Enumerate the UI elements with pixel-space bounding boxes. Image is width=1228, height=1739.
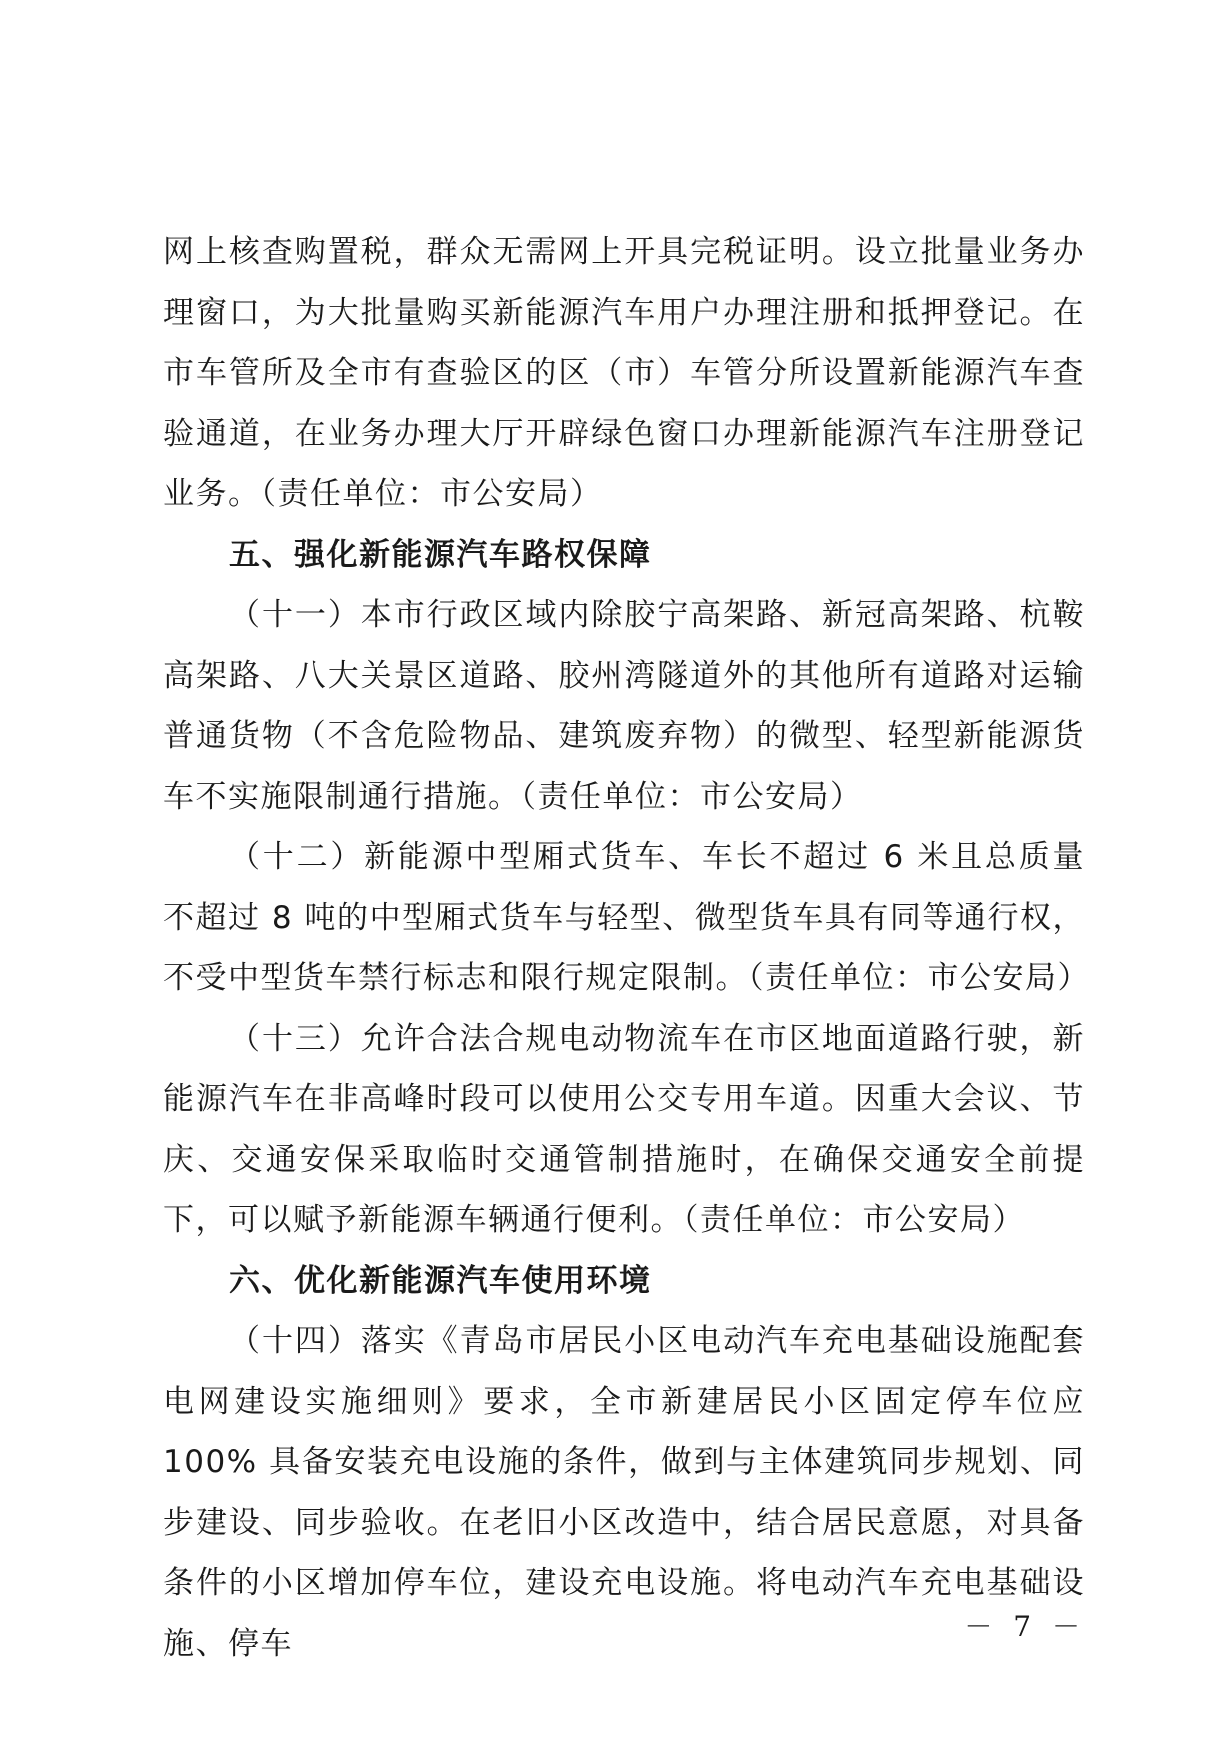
document-body <box>163 222 1090 1674</box>
section-heading-six: 六、优化新能源汽车使用环境 <box>229 1262 652 1299</box>
paragraph-item-14: （十四）落实《青岛市居民小区电动汽车充电基础设施配套电网建设实施细则》要求，全市新建居民小区固定停车位应 100% 具备安装充电设施的条件，做到与主体建筑同步规划、同步建设、同步验收。在老旧小区改造中，结合居民意愿，对具备条件的小区增加停车位，建设充电设施。将电动汽车充电基础设施、停车 <box>163 1323 1085 1662</box>
paragraph-item-12: （十二）新能源中型厢式货车、车长不超过 6 米且总质量不超过 8 吨的中型厢式货车与轻型、微型货车具有同等通行权，不受中型货车禁行标志和限行规定限制。（责任单位：市公安局） <box>163 839 1090 996</box>
section-heading-five: 五、强化新能源汽车路权保障 <box>229 536 652 573</box>
paragraph-item-13: （十三）允许合法合规电动物流车在市区地面道路行驶，新能源汽车在非高峰时段可以使用公交专用车道。因重大会议、节庆、交通安保采取临时交通管制措施时，在确保交通安全前提下，可以赋予新能源车辆通行便利。（责任单位：市公安局） <box>163 1020 1085 1238</box>
page-number: － 7 － <box>964 1610 1086 1643</box>
paragraph-continuation: 网上核查购置税，群众无需网上开具完税证明。设立批量业务办理窗口，为大批量购买新能源汽车用户办理注册和抵押登记。在市车管所及全市有查验区的区（市）车管分所设置新能源汽车查验通道，在业务办理大厅开辟绿色窗口办理新能源汽车注册登记业务。（责任单位：市公安局） <box>163 234 1085 512</box>
paragraph-item-11: （十一）本市行政区域内除胶宁高架路、新冠高架路、杭鞍高架路、八大关景区道路、胶州湾隧道外的其他所有道路对运输普通货物（不含危险物品、建筑废弃物）的微型、轻型新能源货车不实施限制通行措施。（责任单位：市公安局） <box>163 597 1085 815</box>
